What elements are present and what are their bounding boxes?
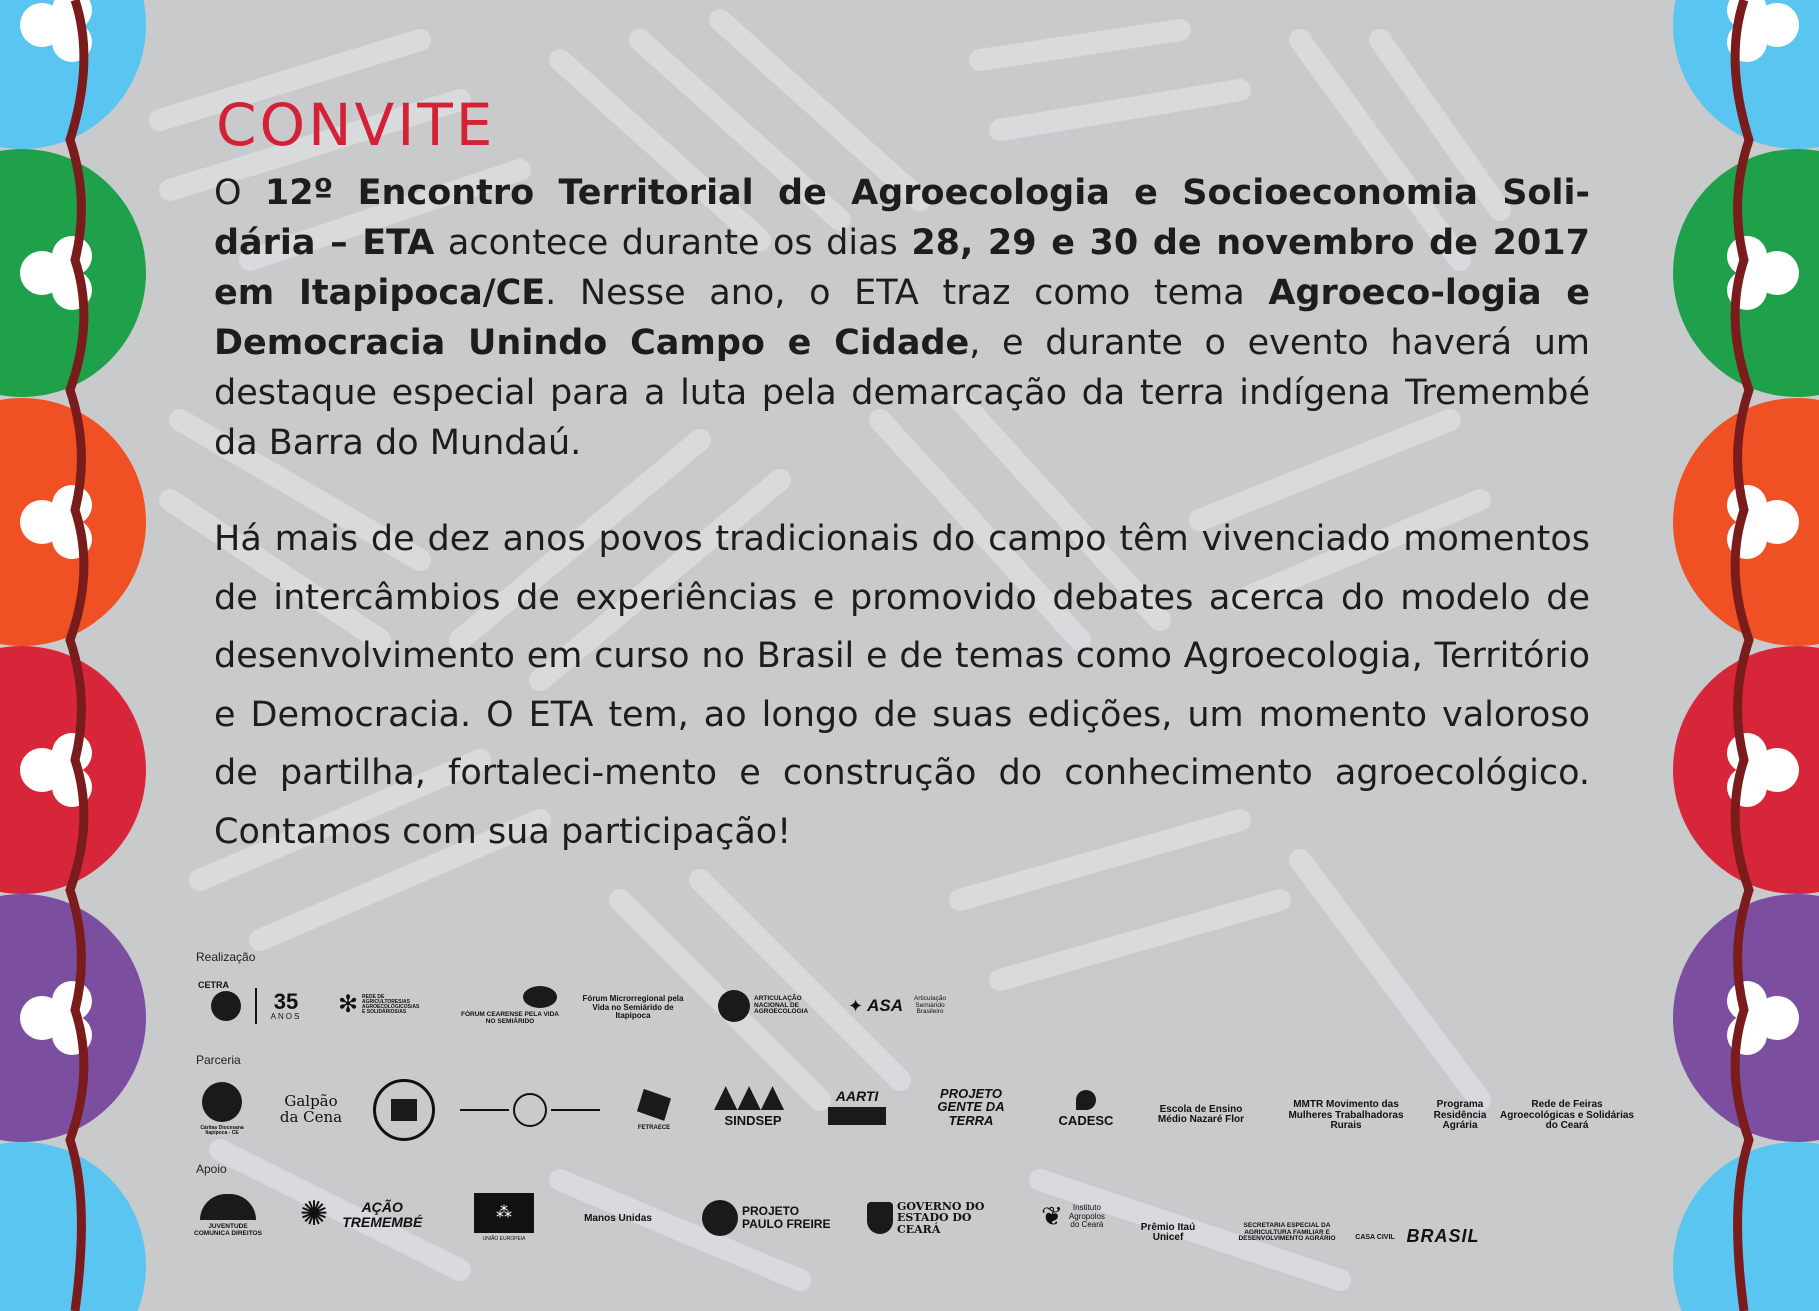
sun-icon: ✺ bbox=[299, 1195, 329, 1234]
forum-seguranca-alimentar-logo bbox=[460, 1090, 600, 1130]
intro-text-2: acontece durante os dias bbox=[434, 223, 912, 263]
secretaria-agricultura-logo: SECRETARIA ESPECIAL DA AGRICULTURA FAMILIAR E DESENVOLVIMENTO AGRÁRIO bbox=[1238, 1221, 1336, 1243]
section-label-parceria: Parceria bbox=[196, 1053, 241, 1067]
paulo-freire-logo: PROJETO PAULO FREIRE bbox=[700, 1196, 840, 1240]
map-icon bbox=[391, 1099, 417, 1121]
fetraece-logo: FETRAECE bbox=[626, 1080, 682, 1140]
galpao-da-cena-logo: Galpão da Cena bbox=[279, 1092, 343, 1126]
escola-logo: Escola de Ensino Médio Nazaré Flor bbox=[1157, 1103, 1245, 1125]
event-dates-location: 28, 29 e 30 de novembro de 2017 em Itapipoca/CE bbox=[214, 223, 1590, 313]
caritas-cross-icon bbox=[202, 1082, 242, 1122]
cetra-logo: CETRA 35 ANOS bbox=[196, 985, 316, 1027]
governo-ceara-logo: GOVERNO DO ESTADO DO CEARÁ bbox=[862, 1194, 1012, 1242]
right-decorative-border bbox=[1669, 0, 1819, 1311]
mmtr-logo: MMTR Movimento das Mulheres Trabalhadoras Rurais bbox=[1288, 1099, 1404, 1132]
cadesc-icon bbox=[1076, 1090, 1096, 1110]
rede-agricultores-logo: ✻ REDE DE AGRICULTORES/AS AGROECOLÓGICOS/AS E SOLIDÁRIOS/AS bbox=[337, 991, 420, 1019]
section-label-realizacao: Realização bbox=[196, 950, 256, 964]
asa-bird-icon: ✦ bbox=[848, 995, 864, 1016]
circular-seal-logo bbox=[372, 1078, 436, 1142]
event-theme: Agroeco-logia e Democracia Unindo Campo e Cidade bbox=[214, 273, 1590, 363]
left-decorative-border bbox=[0, 0, 150, 1311]
hands-icon bbox=[714, 1086, 792, 1110]
itau-unicef-logo: Prêmio Itaú Unicef bbox=[1140, 1221, 1196, 1243]
body-paragraph: Há mais de dez anos povos tradicionais do campo têm vivenciado momentos de intercâmbios de experiências e promovido debates acerca do modelo de desenvolvimento em curso no Brasil e de temas como Agroecologia, Território e Democracia. O ETA tem, ao longo de suas edições, um momento valoroso de partilha, fortaleci-mento e construção do conhecimento agroecológico. Contamos com sua participação! bbox=[214, 519, 1590, 852]
rede-feiras-logo: Rede de Feiras Agroecológicas e Solidárias do Ceará bbox=[1500, 1099, 1634, 1132]
leaf-icon: ❦ bbox=[1041, 1201, 1063, 1232]
manos-unidas-logo: Manos Unidas bbox=[584, 1212, 652, 1224]
juventude-icon bbox=[200, 1194, 256, 1220]
section-label-apoio: Apoio bbox=[196, 1162, 227, 1176]
sindsep-logo: SINDSEP bbox=[710, 1082, 796, 1132]
intro-text-4: , e durante o evento haverá um destaque especial para a luta pela demarcação da terra indígena Tremembé da Barra do Mundaú. bbox=[214, 323, 1590, 463]
ana-logo: ARTICULAÇÃO NACIONAL DE AGROECOLOGIA bbox=[715, 986, 815, 1026]
casa-civil-logo: CASA CIVIL bbox=[1355, 1234, 1395, 1242]
state-map-icon bbox=[637, 1089, 671, 1121]
tree-icon: ✻ bbox=[337, 991, 359, 1019]
juventude-logo: JUVENTUDE COMUNICA DIREITOS bbox=[194, 1188, 262, 1244]
eu-flag-icon: ⁂ bbox=[474, 1193, 534, 1233]
intro-text-1: O bbox=[214, 173, 265, 213]
aarti-logo: AARTI bbox=[824, 1082, 890, 1132]
paulo-freire-icon bbox=[702, 1200, 738, 1236]
cetra-icon bbox=[211, 991, 241, 1021]
event-name: 12º Encontro Territorial de Agroecologia e Socioeconomia Soli-dária – ETA bbox=[214, 173, 1590, 263]
aarti-icon bbox=[828, 1107, 886, 1125]
intro-paragraph bbox=[214, 168, 1590, 468]
acao-tremembe-logo: ✺ AÇÃO TREMEMBÉ bbox=[299, 1195, 423, 1234]
asa-logo: ✦ ASA Articulação Semiárido Brasileiro bbox=[848, 994, 947, 1016]
ana-icon bbox=[718, 990, 750, 1022]
uniao-europeia-logo: ⁂ UNIÃO EUROPEIA bbox=[472, 1190, 536, 1246]
page-title: CONVITE bbox=[216, 91, 496, 159]
residencia-agraria-logo: Programa Residência Agrária bbox=[1433, 1099, 1487, 1132]
forum-microrregional-logo: Fórum Microrregional pela Vida no Semiárido de Itapipoca bbox=[582, 994, 684, 1021]
gente-da-terra-logo: PROJETO GENTE DA TERRA bbox=[937, 1085, 1005, 1128]
coat-of-arms-icon bbox=[867, 1202, 893, 1234]
caritas-logo: Cáritas Diocesana Itapipoca - CE bbox=[194, 1080, 250, 1138]
brasil-government-logo: BRASIL bbox=[1406, 1225, 1480, 1246]
cadesc-logo: CADESC bbox=[1048, 1084, 1124, 1134]
globe-icon bbox=[513, 1093, 547, 1127]
forum-cearense-logo: FÓRUM CEARENSE PELA VIDA NO SEMIÁRIDO bbox=[455, 980, 565, 1032]
bird-icon bbox=[523, 986, 557, 1008]
intro-text-3: . Nesse ano, o ETA traz como tema bbox=[545, 273, 1269, 313]
agropolos-logo: ❦ Instituto Agropolos do Ceará bbox=[1041, 1201, 1105, 1232]
